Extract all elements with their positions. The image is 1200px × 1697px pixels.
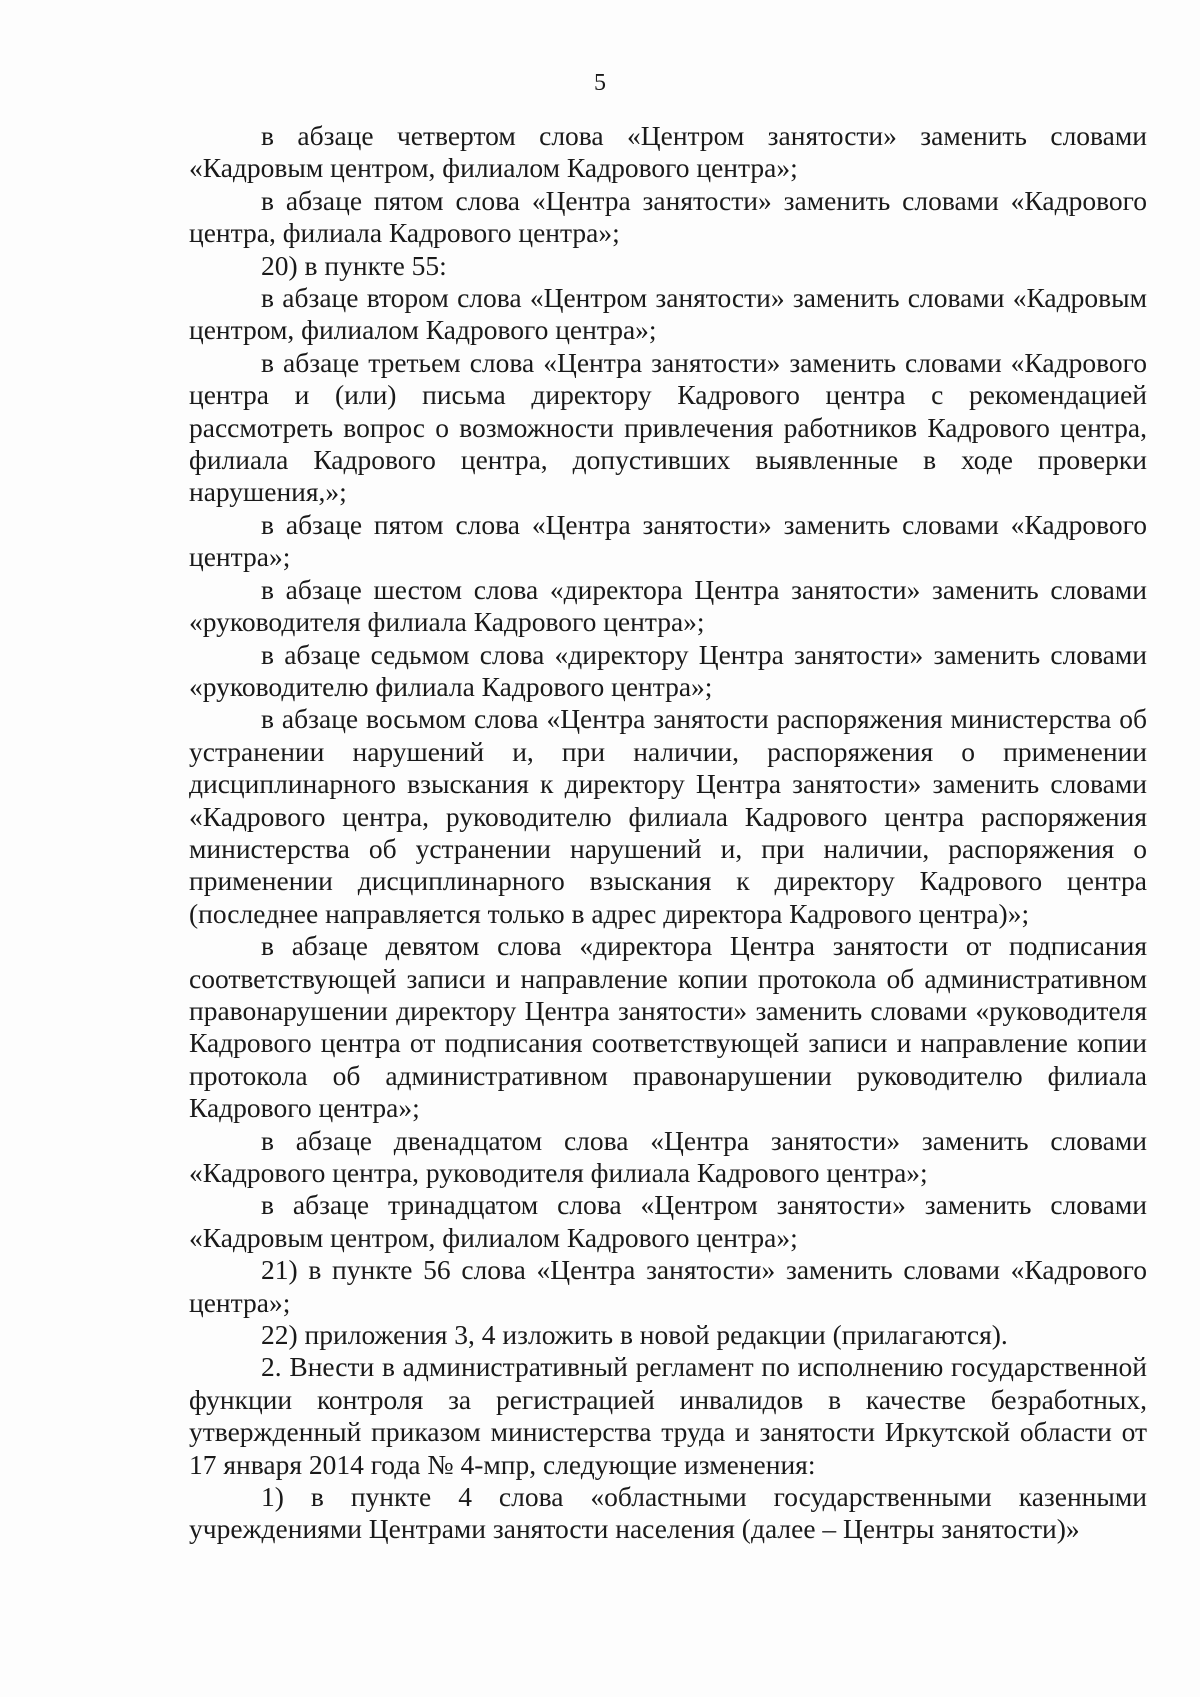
paragraph: в абзаце третьем слова «Центра занятости» заменить словами «Кадрового центра и (или) письма директору Кадрового центра с рекомендацией рассмотреть вопрос о возможности привлечения работников Кадрового центра, филиала Кадрового центра, допустивших выявленные в ходе проверки нарушения,»;	[189, 346, 1147, 508]
paragraph: в абзаце восьмом слова «Центра занятости распоряжения министерства об устранении нарушений и, при наличии, распоряжения о применении дисциплинарного взыскания к директору Центра занятости» заменить словами «Кадрового центра, руководителю филиала Кадрового центра распоряжения министерства об устранении нарушений и, при наличии, распоряжения о применении дисциплинарного взыскания к директору Кадрового центра (последнее направляется только в адрес директора Кадрового центра)»;	[189, 703, 1147, 929]
paragraph: в абзаце четвертом слова «Центром занятости» заменить словами «Кадровым центром, филиалом Кадрового центра»;	[189, 120, 1147, 184]
paragraph: 1) в пункте 4 слова «областными государственными казенными учреждениями Центрами занятости населения (далее – Центры занятости)»	[189, 1481, 1147, 1545]
paragraph: в абзаце двенадцатом слова «Центра занятости» заменить словами «Кадрового центра, руководителя филиала Кадрового центра»;	[189, 1124, 1147, 1188]
paragraph: в абзаце седьмом слова «директору Центра занятости» заменить словами «руководителю филиала Кадрового центра»;	[189, 638, 1147, 702]
paragraph: в абзаце тринадцатом слова «Центром занятости» заменить словами «Кадровым центром, филиалом Кадрового центра»;	[189, 1189, 1147, 1253]
paragraph: в абзаце пятом слова «Центра занятости» заменить словами «Кадрового центра, филиала Кадрового центра»;	[189, 184, 1147, 249]
paragraph: в абзаце пятом слова «Центра занятости» заменить словами «Кадрового центра»;	[189, 508, 1147, 573]
paragraph: 20) в пункте 55:	[261, 249, 447, 281]
paragraph: в абзаце шестом слова «директора Центра занятости» заменить словами «руководителя филиала Кадрового центра»;	[189, 573, 1147, 638]
paragraph: 21) в пункте 56 слова «Центра занятости» заменить словами «Кадрового центра»;	[189, 1254, 1147, 1318]
paragraph: 2. Внести в административный регламент по исполнению государственной функции контроля за регистрацией инвалидов в качестве безработных, утвержденный приказом министерства труда и занятости Иркутской области от 17 января 2014 года № 4-мпр, следующие изменения:	[189, 1351, 1147, 1480]
paragraph: в абзаце девятом слова «директора Центра занятости от подписания соответствующей записи и направление копии протокола об административном правонарушении директору Центра занятости» заменить словами «руководителя Кадрового центра от подписания соответствующей записи и направление копии протокола об административном правонарушении руководителю филиала Кадрового центра»;	[189, 930, 1147, 1124]
paragraph: 22) приложения 3, 4 изложить в новой редакции (прилагаются).	[261, 1319, 1008, 1351]
paragraph: в абзаце втором слова «Центром занятости» заменить словами «Кадровым центром, филиалом Кадрового центра»;	[189, 282, 1147, 346]
page-number: 5	[594, 70, 606, 96]
document-body	[189, 120, 1147, 1546]
